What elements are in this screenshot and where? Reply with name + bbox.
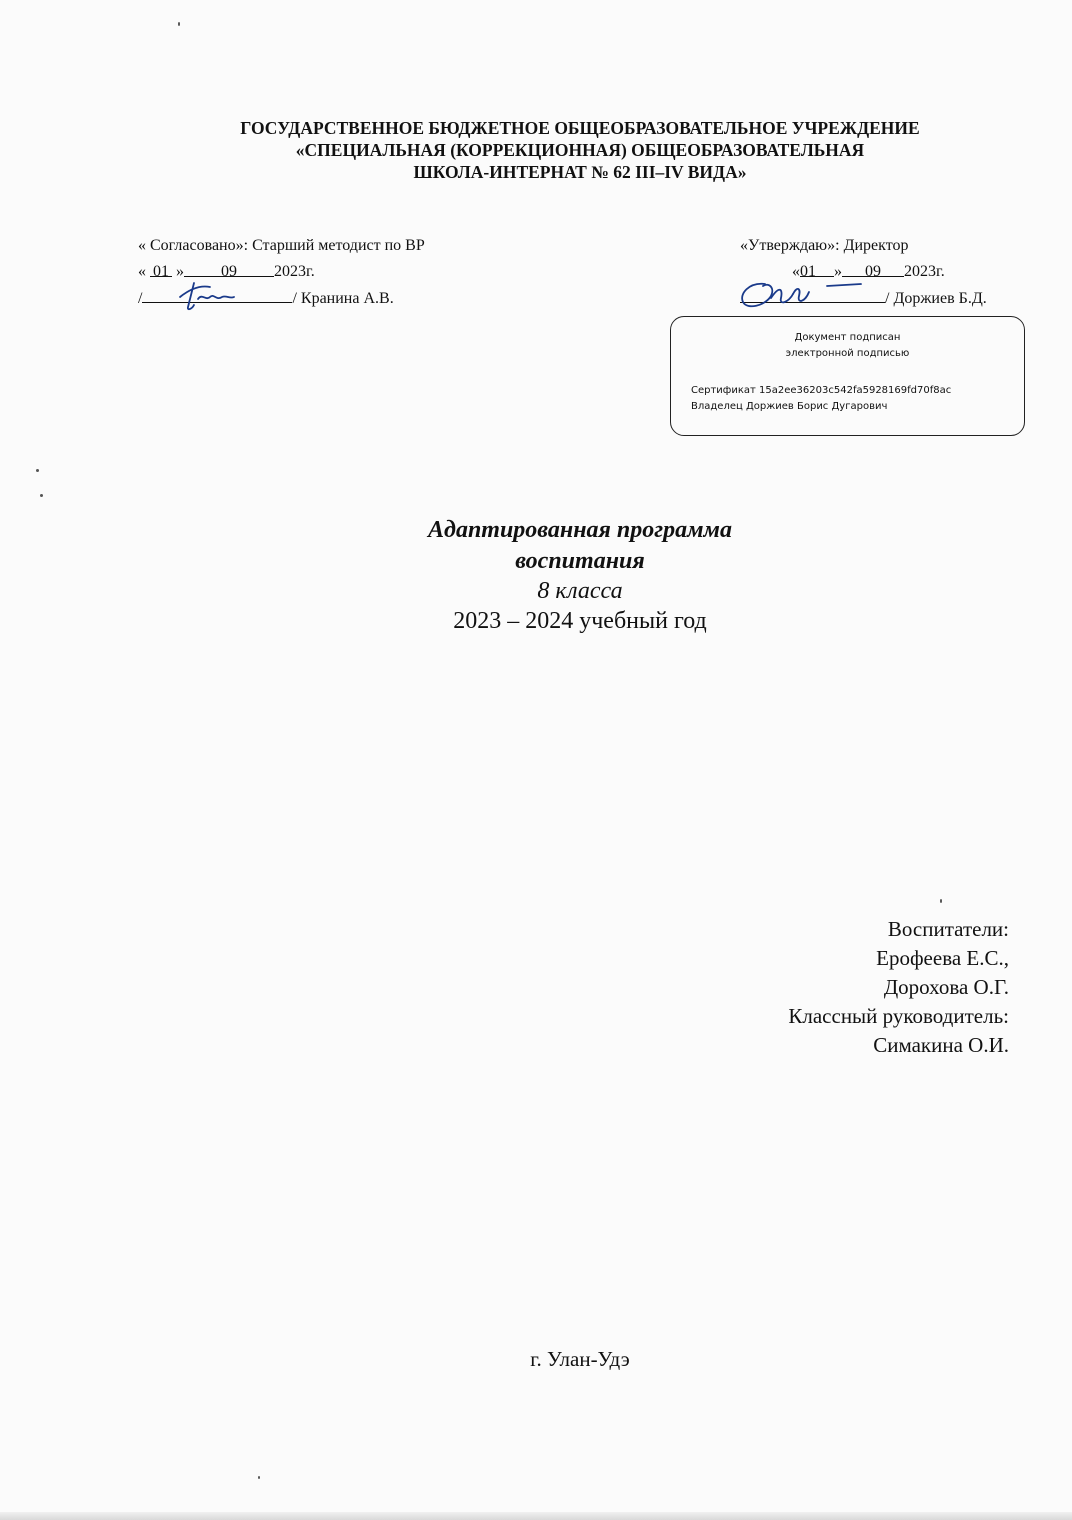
class-teacher-label: Классный руководитель:: [788, 1004, 1009, 1028]
stamp-line-1: Документ подписан: [794, 332, 901, 343]
approved-day: 01: [800, 259, 834, 277]
agreed-label: « Согласовано»: Старший методист по ВР: [138, 237, 425, 254]
agreed-month: 09: [184, 259, 274, 277]
electronic-signature-stamp: [670, 316, 1025, 436]
title-line-1: Адаптированная программа: [428, 517, 732, 543]
title-year: 2023 – 2024 учебный год: [453, 608, 707, 634]
approved-year: 2023г.: [904, 263, 945, 280]
approved-open-quote: «: [792, 263, 800, 280]
scan-speck: [36, 469, 39, 472]
approved-month: 09: [842, 259, 904, 277]
page-edge: [0, 1512, 1072, 1520]
educator-1: Ерофеева Е.С.,: [876, 946, 1009, 970]
agreed-open-quote: «: [138, 263, 150, 280]
scan-speck: [178, 22, 180, 26]
agreed-name: / Кранина А.В.: [292, 290, 394, 307]
agreed-year: 2023г.: [274, 263, 315, 280]
institution-header: [60, 117, 1072, 183]
title-line-2: воспитания: [515, 548, 645, 574]
approved-label: «Утверждаю»: Директор: [740, 237, 909, 254]
header-line-3: ШКОЛА-ИНТЕРНАТ № 62 III–IV ВИДА»: [413, 162, 747, 182]
director-signature-icon: [735, 272, 875, 316]
approved-name: / Доржиев Б.Д.: [885, 290, 987, 307]
stamp-line-2: электронной подписью: [785, 348, 910, 359]
approved-close-quote: »: [834, 263, 842, 280]
educator-2: Дорохова О.Г.: [883, 975, 1009, 999]
stamp-certificate: Сертификат 15a2ee36203c542fa5928169fd70f8ac: [691, 385, 952, 396]
agreed-day: 01: [150, 259, 172, 277]
staff-block: [788, 915, 1009, 1060]
header-line-2: «СПЕЦИАЛЬНАЯ (КОРРЕКЦИОННАЯ) ОБЩЕОБРАЗОВАТЕЛЬНАЯ: [295, 140, 865, 160]
scan-speck: [258, 1476, 260, 1479]
stamp-owner: Владелец Доржиев Борис Дугарович: [691, 401, 888, 412]
program-title: [230, 515, 930, 637]
scan-speck: [940, 899, 942, 903]
educators-label: Воспитатели:: [887, 917, 1009, 941]
agreed-close-quote: »: [172, 263, 184, 280]
class-teacher: Симакина О.И.: [873, 1033, 1009, 1057]
agreed-signature-icon: [172, 275, 242, 315]
agreed-slash: /: [138, 290, 143, 307]
city: г. Улан-Удэ: [530, 1347, 630, 1371]
scan-speck: [40, 494, 43, 497]
title-grade: 8 класса: [537, 578, 623, 604]
header-line-1: ГОСУДАРСТВЕННОЕ БЮДЖЕТНОЕ ОБЩЕОБРАЗОВАТЕЛЬНОЕ УЧРЕЖДЕНИЕ: [240, 118, 920, 138]
